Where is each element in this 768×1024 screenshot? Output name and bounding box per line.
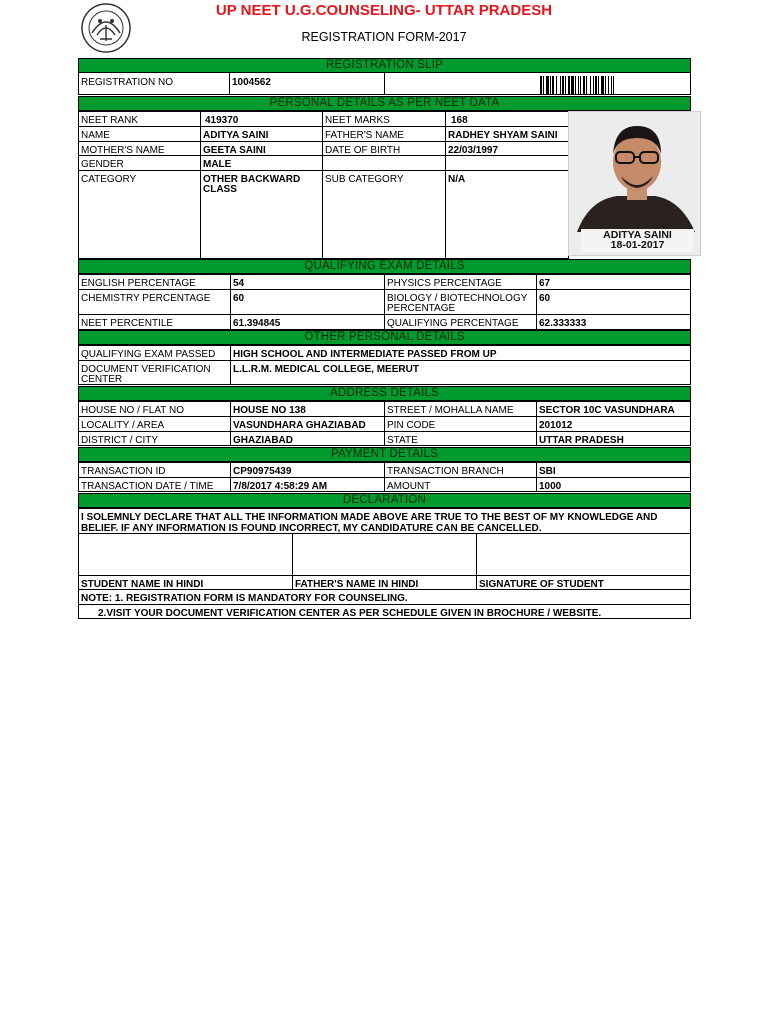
neet-percentile-label: NEET PERCENTILE: [81, 318, 174, 329]
transaction-id-label: TRANSACTION ID: [81, 466, 166, 477]
transaction-date-value: 7/8/2017 4:58:29 AM: [233, 481, 328, 492]
father-name-hindi-label: FATHER'S NAME IN HINDI: [295, 579, 419, 590]
verification-center-value: L.L.R.M. MEDICAL COLLEGE, MEERUT: [233, 364, 419, 375]
english-percentage-label: ENGLISH PERCENTAGE: [81, 278, 196, 289]
locality-value: VASUNDHARA GHAZIABAD: [233, 420, 366, 431]
neet-rank-label: NEET RANK: [81, 115, 139, 126]
verification-center-label: DOCUMENT VERIFICATION CENTER: [81, 364, 211, 385]
form-subtitle: REGISTRATION FORM-2017: [301, 30, 467, 44]
biology-percentage-value: 60: [539, 293, 551, 304]
form-title: UP NEET U.G.COUNSELING- UTTAR PRADESH: [215, 2, 553, 19]
barcode-icon: [540, 76, 688, 94]
mother-name-label: MOTHER'S NAME: [81, 145, 165, 156]
name-value: ADITYA SAINI: [203, 130, 269, 141]
transaction-date-label: TRANSACTION DATE / TIME: [81, 481, 214, 492]
note-1: NOTE: 1. REGISTRATION FORM IS MANDATORY FOR COUNSELING.: [81, 593, 408, 604]
sub-category-label: SUB CATEGORY: [325, 174, 404, 185]
section-header-registration: REGISTRATION SLIP: [78, 58, 691, 73]
registration-no-label: REGISTRATION NO: [81, 77, 174, 88]
neet-marks-label: NEET MARKS: [325, 115, 390, 126]
gender-label: GENDER: [81, 159, 124, 170]
father-name-value: RADHEY SHYAM SAINI: [448, 130, 558, 141]
transaction-id-value: CP90975439: [233, 466, 292, 477]
state-label: STATE: [387, 435, 418, 446]
declaration-text: I SOLEMNLY DECLARE THAT ALL THE INFORMATION MADE ABOVE ARE TRUE TO THE BEST OF MY KNOWLEDGE AND BELIEF. IF ANY INFORMATION IS FOUND INCORRECT, MY CANDIDATURE CAN BE CANCELLED.: [81, 512, 658, 534]
transaction-branch-value: SBI: [539, 466, 556, 477]
category-value: OTHER BACKWARD CLASS: [203, 174, 301, 195]
mother-name-value: GEETA SAINI: [203, 145, 266, 156]
transaction-branch-label: TRANSACTION BRANCH: [387, 466, 504, 477]
signature-label: SIGNATURE OF STUDENT: [479, 579, 604, 590]
biology-percentage-label: BIOLOGY / BIOTECHNOLOGY PERCENTAGE: [387, 293, 528, 314]
photo-caption-date: 18-01-2017: [610, 239, 665, 251]
up-government-seal-icon: [80, 3, 132, 53]
photo-caption: [581, 229, 694, 252]
neet-marks-value: 168: [451, 115, 468, 126]
qualifying-percentage-label: QUALIFYING PERCENTAGE: [387, 318, 519, 329]
house-no-label: HOUSE NO / FLAT NO: [81, 405, 184, 416]
candidate-photo: [568, 111, 701, 256]
state-value: UTTAR PRADESH: [539, 435, 624, 446]
gender-value: MALE: [203, 159, 232, 170]
barcode-bar: [614, 76, 616, 94]
name-label: NAME: [81, 130, 110, 141]
section-header-payment: PAYMENT DETAILS: [78, 447, 691, 462]
section-header-other: OTHER PERSONAL DETAILS: [78, 330, 691, 345]
category-label: CATEGORY: [81, 174, 137, 185]
house-no-value: HOUSE NO 138: [233, 405, 306, 416]
neet-percentile-value: 61.394845: [233, 318, 281, 329]
student-name-hindi-label: STUDENT NAME IN HINDI: [81, 579, 204, 590]
physics-percentage-label: PHYSICS PERCENTAGE: [387, 278, 502, 289]
dob-value: 22/03/1997: [448, 145, 499, 156]
district-label: DISTRICT / CITY: [81, 435, 159, 446]
pin-code-value: 201012: [539, 420, 573, 431]
section-header-qualifying: QUALIFYING EXAM DETAILS: [78, 259, 691, 274]
section-header-address: ADDRESS DETAILS: [78, 386, 691, 401]
section-header-declaration: DECLARATION: [78, 493, 691, 508]
dob-label: DATE OF BIRTH: [325, 145, 401, 156]
photo-caption-name: ADITYA SAINI: [603, 229, 672, 241]
street-label: STREET / MOHALLA NAME: [387, 405, 514, 416]
neet-rank-value: 419370: [205, 115, 239, 126]
locality-label: LOCALITY / AREA: [81, 420, 165, 431]
pin-code-label: PIN CODE: [387, 420, 436, 431]
father-name-label: FATHER'S NAME: [325, 130, 404, 141]
registration-no-value: 1004562: [232, 77, 271, 88]
qualifying-exam-passed-label: QUALIFYING EXAM PASSED: [81, 349, 216, 360]
amount-label: AMOUNT: [387, 481, 431, 492]
qualifying-exam-passed-value: HIGH SCHOOL AND INTERMEDIATE PASSED FROM UP: [233, 349, 497, 360]
sub-category-value: N/A: [448, 174, 466, 185]
qualifying-percentage-value: 62.333333: [539, 318, 587, 329]
street-value: SECTOR 10C VASUNDHARA: [539, 405, 675, 416]
chemistry-percentage-value: 60: [233, 293, 245, 304]
english-percentage-value: 54: [233, 278, 245, 289]
amount-value: 1000: [539, 481, 562, 492]
district-value: GHAZIABAD: [233, 435, 293, 446]
note-2: 2.VISIT YOUR DOCUMENT VERIFICATION CENTER AS PER SCHEDULE GIVEN IN BROCHURE / WEBSITE.: [98, 608, 602, 619]
chemistry-percentage-label: CHEMISTRY PERCENTAGE: [81, 293, 211, 304]
physics-percentage-value: 67: [539, 278, 551, 289]
section-header-personal: PERSONAL DETAILS AS PER NEET DATA: [78, 96, 691, 111]
